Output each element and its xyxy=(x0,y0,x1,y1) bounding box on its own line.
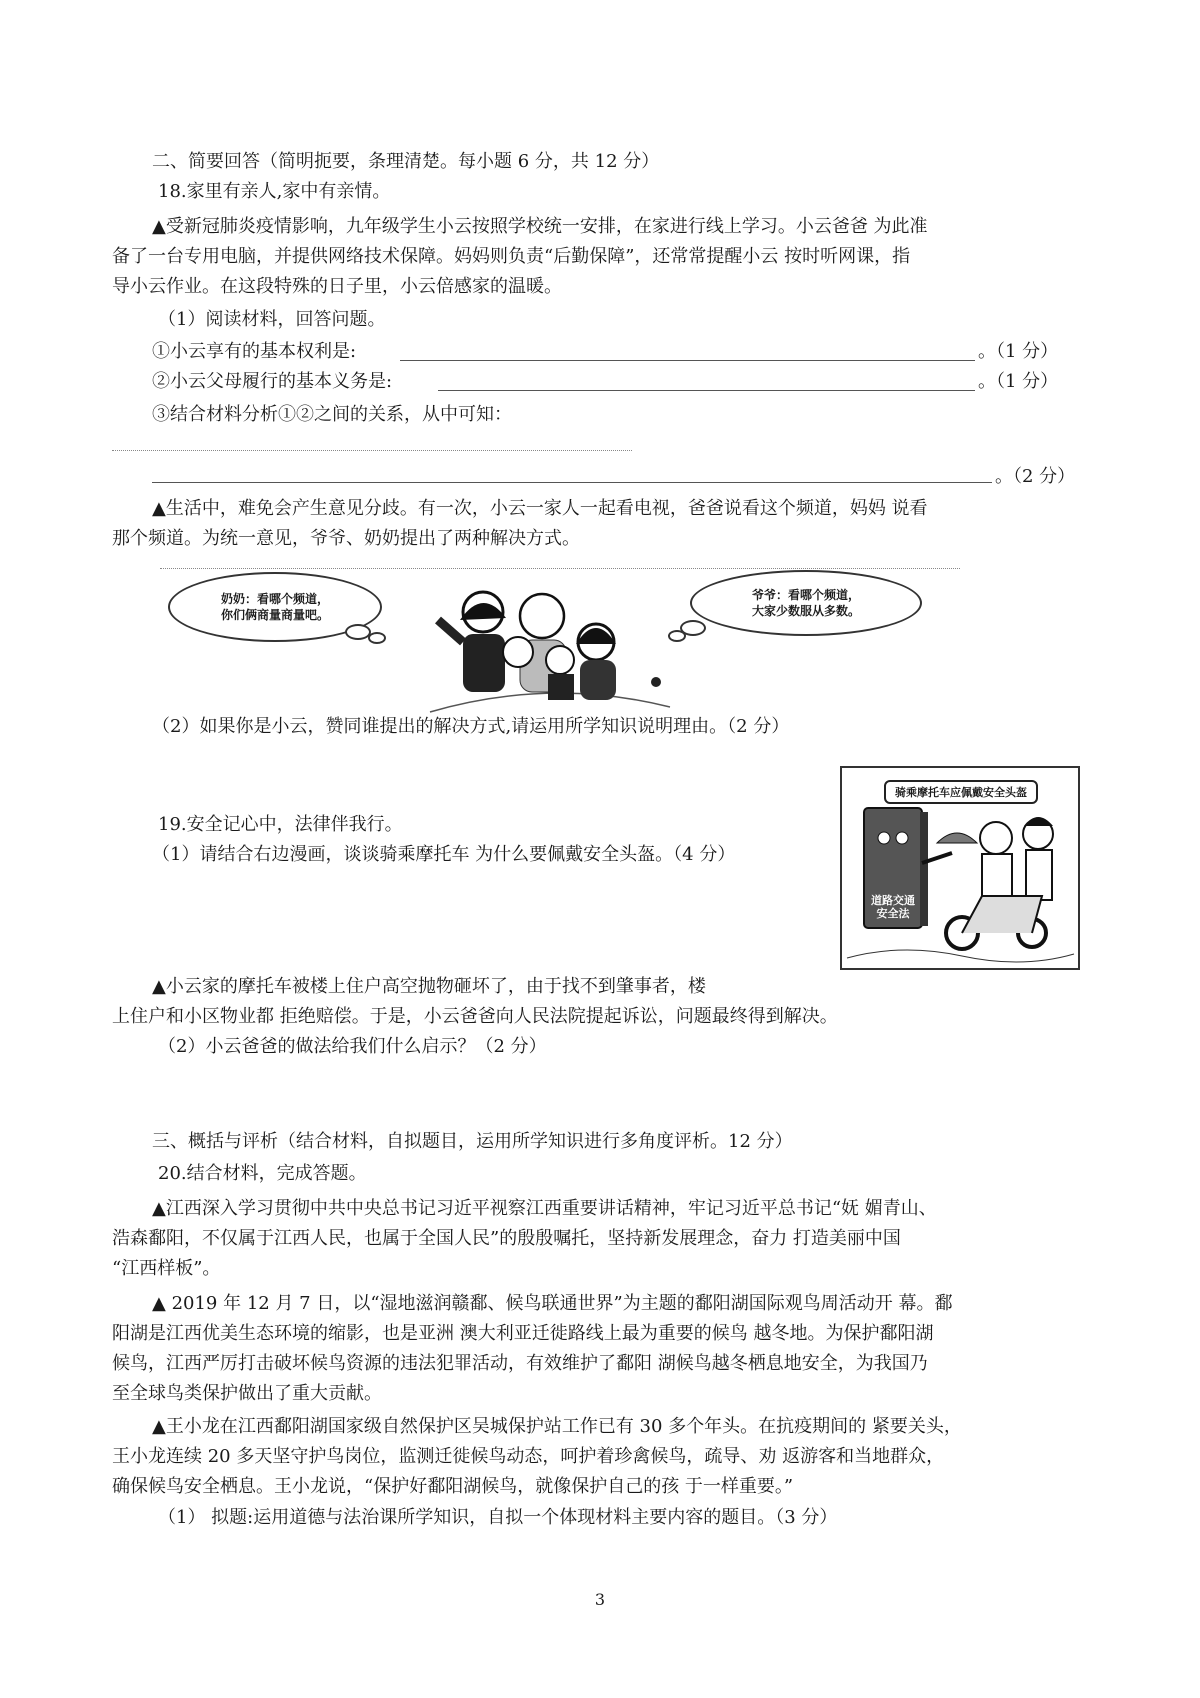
grandpa-speech-line1: 爷爷：看哪个频道， xyxy=(751,588,860,602)
q18-material2-line1: ▲生活中，难免会产生意见分歧。有一次，小云一家人一起看电视，爸爸说看这个频道，妈妈 说看 xyxy=(152,498,928,519)
q18-sub2: （2）如果你是小云，赞同谁提出的解决方式,请运用所学知识说明理由。（2 分） xyxy=(152,716,790,737)
q20-material1-line3: “江西样板”。 xyxy=(112,1258,221,1279)
law-book-spine xyxy=(920,812,928,926)
grandpa-speech-bubble xyxy=(690,570,922,636)
q18-item1-label: ①小云享有的基本权利是: xyxy=(152,341,357,362)
q20-material1-line1: ▲江西深入学习贯彻中共中央总书记习近平视察江西重要讲话精神，牢记习近平总书记“妩 媚青山、 xyxy=(152,1198,937,1219)
cartoon-divider xyxy=(160,568,960,569)
q18-item2-answer-line[interactable] xyxy=(438,390,975,391)
q20-material2-line1: ▲ 2019 年 12 月 7 日，以“湿地滋润赣鄱、候鸟联通世界”为主题的鄱阳湖国际观鸟周活动开 幕。鄱 xyxy=(152,1293,953,1314)
q18-material1-line3: 导小云作业。在这段特殊的日子里，小云倍感家的温暖。 xyxy=(112,276,562,297)
q20-material2-line3: 候鸟，江西严厉打击破坏候鸟资源的违法犯罪活动，有效维护了鄱阳 湖候鸟越冬栖息地安全，为我国乃 xyxy=(112,1353,928,1374)
q18-title: 18.家里有亲人,家中有亲情。 xyxy=(158,181,391,202)
q18-material1-line2: 备了一台专用电脑，并提供网络技术保障。妈妈则负责“后勤保障”，还常常提醒小云 按时听网课，指 xyxy=(112,246,911,267)
q18-item1-score: 。（1 分） xyxy=(978,341,1059,362)
rider-body xyxy=(982,854,1012,896)
q18-item3-answer-line1[interactable] xyxy=(112,450,632,451)
section3-heading: 三、概括与评析（结合材料，自拟题目，运用所学知识进行多角度评析。12 分） xyxy=(152,1131,793,1152)
q19-material-line2: 上住户和小区物业都 拒绝赔偿。于是，小云爸爸向人民法院提起诉讼，问题最终得到解决。 xyxy=(112,1006,838,1027)
q18-item3-score: 。（2 分） xyxy=(995,466,1076,487)
grandpa-head xyxy=(520,594,564,638)
q18-material2-line2: 那个频道。为统一意见，爷爷、奶奶提出了两种解决方式。 xyxy=(112,528,580,549)
scooter-body xyxy=(962,896,1042,933)
flower-decoration xyxy=(651,677,661,687)
passenger-body xyxy=(1026,850,1052,900)
helmet-drawing xyxy=(937,833,977,843)
grandma-head xyxy=(503,637,533,667)
q18-sub1: （1）阅读材料，回答问题。 xyxy=(158,309,386,330)
q20-material2-line2: 阳湖是江西优美生态环境的缩影，也是亚洲 澳大利亚迁徙路线上最为重要的候鸟 越冬地。为保护鄱阳湖 xyxy=(112,1323,934,1344)
father-arm xyxy=(438,620,463,642)
grandpa-speech-line2: 大家少数服从多数。 xyxy=(751,604,860,618)
law-book-title xyxy=(870,894,916,920)
helmet-cartoon-drawing xyxy=(842,768,1078,968)
cartoon-ground xyxy=(847,950,1074,962)
q18-item2-score: 。（1 分） xyxy=(978,371,1059,392)
grandma-speech-line1: 奶奶：看哪个频道， xyxy=(220,592,329,606)
child-head xyxy=(546,646,574,674)
grandma-bubble-tail-small xyxy=(368,632,386,644)
q18-item2: ②小云父母履行的基本义务是: xyxy=(152,371,393,392)
rider-head xyxy=(980,822,1012,854)
father-body xyxy=(463,634,505,692)
q18-material1-line1: ▲受新冠肺炎疫情影响，九年级学生小云按照学校统一安排，在家进行线上学习。小云爸爸 为此准 xyxy=(152,216,928,237)
q19-material-line1: ▲小云家的摩托车被楼上住户高空抛物砸坏了，由于找不到肇事者，楼 xyxy=(152,976,706,997)
q20-material3-line1: ▲王小龙在江西鄱阳湖国家级自然保护区吴城保护站工作已有 30 多个年头。在抗疫期间的 紧要关头， xyxy=(152,1416,962,1437)
q18-item3-answer-line2[interactable] xyxy=(152,482,992,483)
q20-material3-line2: 王小龙连续 20 多天坚守护鸟岗位，监测迁徙候鸟动态，呵护着珍禽候鸟，疏导、劝 返游客和当地群众， xyxy=(112,1446,945,1467)
q20-material3-line3: 确保候鸟安全栖息。王小龙说，“保护好鄱阳湖候鸟，就像保护自己的孩 于一样重要。” xyxy=(112,1476,794,1497)
family-illustration xyxy=(420,582,680,722)
book-eye-right xyxy=(896,832,908,844)
q20-sub1: （1） 拟题:运用道德与法治课所学知识，自拟一个体现材料主要内容的题目。（3 分） xyxy=(158,1507,838,1528)
q19-title: 19.安全记心中，法律伴我行。 xyxy=(158,814,403,835)
page-number: 3 xyxy=(594,1590,606,1609)
mother-body xyxy=(580,660,616,700)
q18-item1 xyxy=(152,340,356,364)
q18-item1-answer-line[interactable] xyxy=(400,360,975,361)
q19-sub2: （2）小云爸爸的做法给我们什么启示？（2 分） xyxy=(158,1036,547,1057)
grandma-speech-line2: 你们俩商量商量吧。 xyxy=(220,608,329,622)
child-body xyxy=(548,674,574,700)
law-book-title-line2: 安全法 xyxy=(876,907,910,920)
book-eye-left xyxy=(878,832,890,844)
q20-material1-line2: 浩森鄱阳，不仅属于江西人民，也属于全国人民”的殷殷嘱托，坚持新发展理念，奋力 打造美丽中国 xyxy=(112,1228,901,1249)
q20-material2-line4: 至全球鸟类保护做出了重大贡献。 xyxy=(112,1383,382,1404)
passenger-hair xyxy=(1024,817,1053,826)
helmet-law-sign: 骑乘摩托车应佩戴安全头盔 xyxy=(884,780,1038,804)
helmet-cartoon xyxy=(840,766,1080,970)
law-book-title-line1: 道路交通 xyxy=(871,894,915,907)
q18-item3: ③结合材料分析①②之间的关系，从中可知： xyxy=(152,404,512,425)
q19-sub1: （1）请结合右边漫画，谈谈骑乘摩托车 为什么要佩戴安全头盔。（4 分） xyxy=(152,844,736,865)
q20-title: 20.结合材料，完成答题。 xyxy=(158,1163,367,1184)
section2-heading: 二、简要回答（简明扼要，条理清楚。每小题 6 分，共 12 分） xyxy=(152,151,660,172)
